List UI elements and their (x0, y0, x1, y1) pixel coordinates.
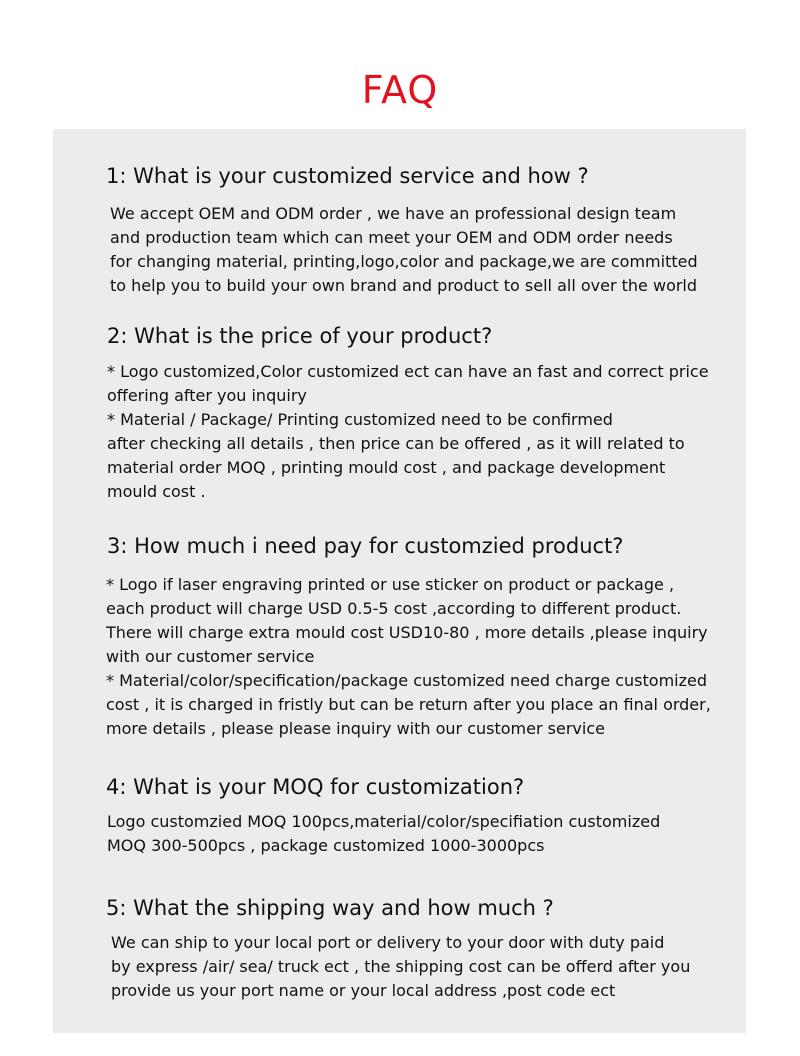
faq-answer-5 (111, 931, 690, 1003)
faq-answer-4-line: Logo customzied MOQ 100pcs,material/color/specifiation customized (107, 812, 661, 831)
faq-answer-5-line: by express /air/ sea/ truck ect , the shipping cost can be offerd after you (111, 957, 691, 976)
faq-answer-3-line: cost , it is charged in fristly but can be return after you place an final order, (106, 695, 711, 714)
faq-answer-1-line: for changing material, printing,logo,color and package,we are committed (110, 252, 698, 271)
faq-question-1: 1: What is your customized service and how ? (106, 164, 589, 188)
faq-answer-3-line: more details , please please inquiry with our customer service (106, 719, 605, 738)
faq-answer-3-line: each product will charge USD 0.5-5 cost ,according to different product. (106, 599, 682, 618)
faq-question-5: 5: What the shipping way and how much ? (106, 896, 554, 920)
faq-answer-2 (107, 360, 709, 504)
faq-answer-1-line: to help you to build your own brand and product to sell all over the world (110, 276, 698, 295)
faq-answer-2-line: * Material / Package/ Printing customized need to be confirmed (107, 410, 613, 429)
faq-answer-3-line: There will charge extra mould cost USD10-80 , more details ,please inquiry (106, 623, 708, 642)
faq-answer-5-line: provide us your port name or your local address ,post code ect (111, 981, 616, 1000)
faq-answer-3-line: with our customer service (106, 647, 315, 666)
faq-answer-4-line: MOQ 300-500pcs , package customized 1000-3000pcs (107, 836, 545, 855)
faq-answer-2-line: mould cost . (107, 482, 206, 501)
faq-question-4: 4: What is your MOQ for customization? (106, 775, 525, 799)
faq-answer-3 (106, 573, 711, 741)
faq-question-2: 2: What is the price of your product? (107, 324, 493, 348)
page-title: FAQ (361, 68, 439, 112)
faq-answer-2-line: offering after you inquiry (107, 386, 307, 405)
faq-answer-1 (110, 202, 698, 298)
faq-answer-2-line: after checking all details , then price can be offered , as it will related to (107, 434, 685, 453)
faq-answer-3-line: * Logo if laser engraving printed or use sticker on product or package , (106, 575, 675, 594)
faq-answer-2-line: * Logo customized,Color customized ect can have an fast and correct price (107, 362, 709, 381)
faq-answer-3-line: * Material/color/specification/package customized need charge customized (106, 671, 708, 690)
faq-answer-4 (107, 810, 660, 858)
faq-answer-2-line: material order MOQ , printing mould cost , and package development (107, 458, 666, 477)
faq-answer-1-line: We accept OEM and ODM order , we have an professional design team (110, 204, 677, 223)
faq-answer-1-line: and production team which can meet your OEM and ODM order needs (110, 228, 673, 247)
faq-question-3: 3: How much i need pay for customzied product? (107, 534, 624, 558)
faq-answer-5-line: We can ship to your local port or delivery to your door with duty paid (111, 933, 665, 952)
